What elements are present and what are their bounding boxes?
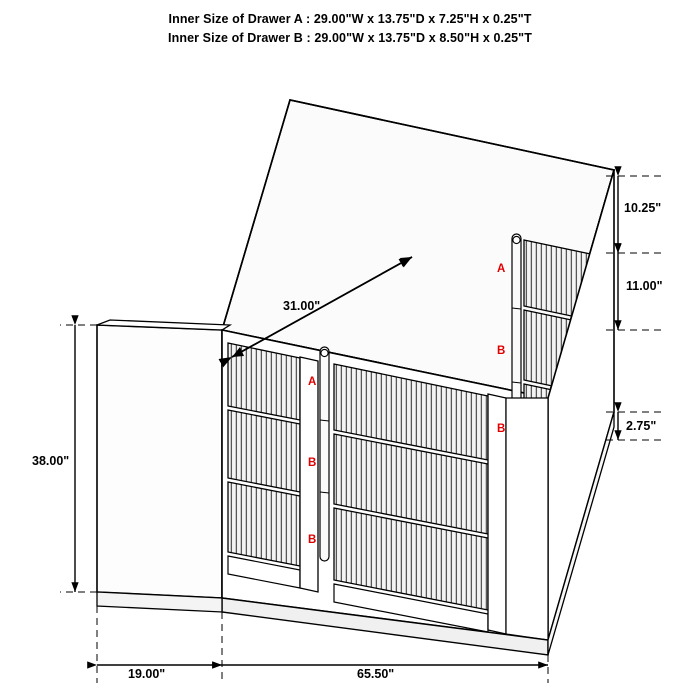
label-left-a: A [308,376,317,388]
dimension-right-low-text: 2.75" [626,419,657,433]
dimension-height-text: 38.00" [32,454,70,468]
left-drawer-b2[interactable] [228,482,300,566]
left-handle[interactable] [320,347,329,561]
label-right-b1: B [497,345,506,357]
dimension-top-width-text: 31.00" [283,299,321,313]
middle-drawer-stack [334,364,488,632]
left-side-panel [97,325,222,598]
dimension-right-mid-text: 11.00" [626,279,663,293]
dimension-right-top-text: 10.25" [624,201,662,215]
label-left-b2: B [308,534,317,546]
left-drawer-stack [228,343,300,588]
dimension-depth-text: 19.00" [128,667,166,681]
drawer-a-note: Inner Size of Drawer A : 29.00"W x 13.75"D x 7.25"H x 0.25"T [168,12,532,26]
dimension-width-text: 65.50" [357,667,395,681]
cabinet-body [97,100,614,655]
label-right-b2: B [497,423,506,435]
left-divider [300,357,318,592]
right-front-edge [506,398,548,640]
label-right-a: A [497,263,506,275]
dimension-right-group [606,176,666,440]
drawer-b-note: Inner Size of Drawer B : 29.00"W x 13.75"D x 8.50"H x 0.25"T [168,31,532,45]
left-drawer-b1[interactable] [228,410,300,492]
label-left-b1: B [308,457,317,469]
dimension-height [32,325,97,592]
